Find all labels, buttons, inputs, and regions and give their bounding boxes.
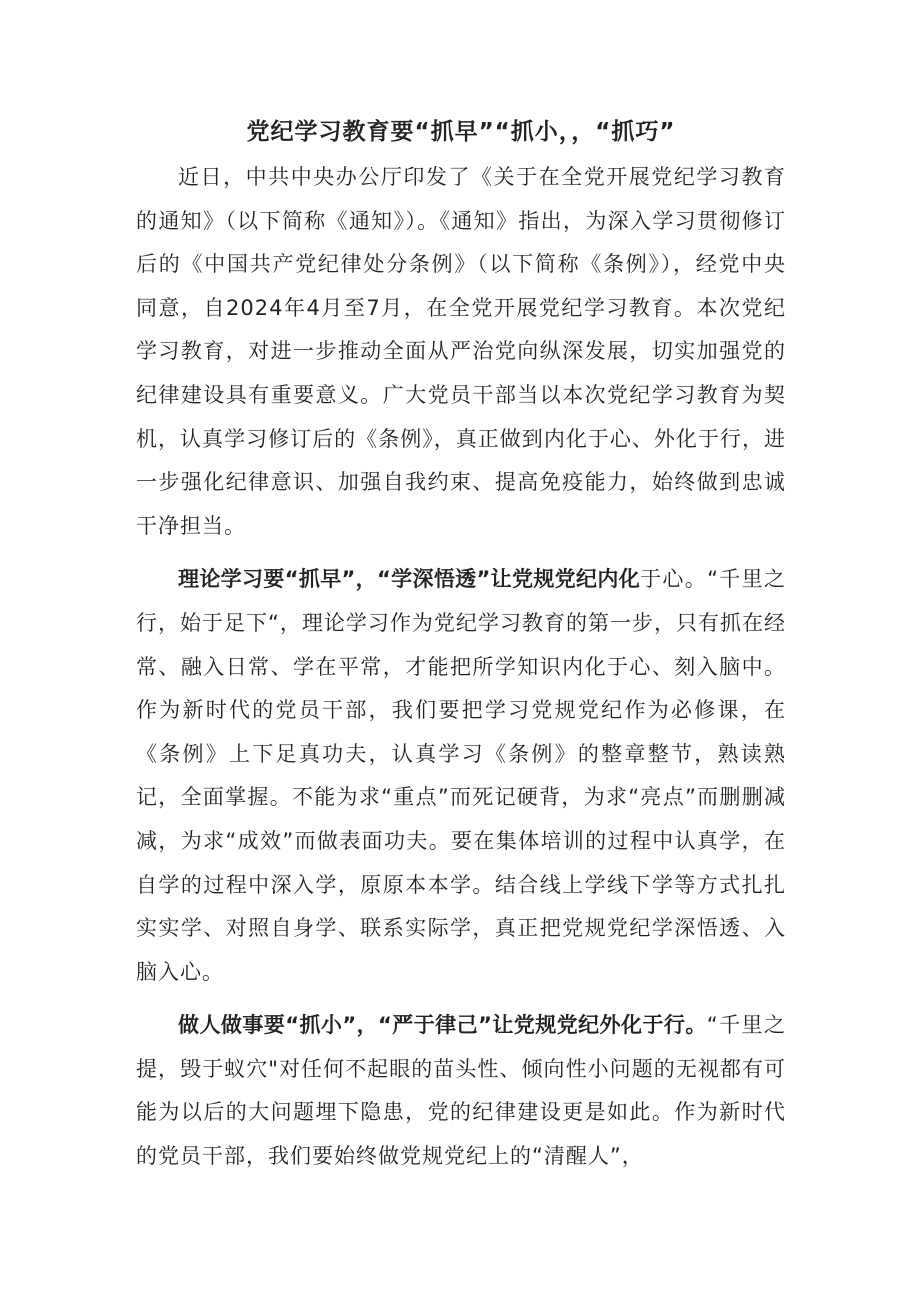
paragraph-text: 于心。“千里之行，始于足下“，理论学习作为党纪学习教育的第一步，只有抓在经常、融入日常、学在平常，才能把所学知识内化于心、刻入脑中。作为新时代的党员干部，我们要把学习党规党纪作为必修课，在《条例》上下足真功夫，认真学习《条例》的整章整节，熟读熟记，全面掌握。不能为求“重点”而死记硬背，为求“亮点”而删删减减，为求“成效”而做表面功夫。要在集体培训的过程中认真学，在自学的过程中深入学，原原本本学。结合线上学线下学等方式扎扎实实学、对照自身学、联系实际学，真正把党规党纪学深悟透、入脑入心。	[136, 567, 786, 984]
paragraph-heading: 理论学习要“抓早”，“学深悟透”让党规党纪内化	[178, 567, 641, 592]
paragraph-text: 近日，中共中央办公厅印发了《关于在全党开展党纪学习教育的通知》（以下简称《通知》）。《通知》指出，为深入学习贯彻修订后的《中国共产党纪律处分条例》（以下简称《条例》），经党中央同意，自2024年4月至7月，在全党开展党纪学习教育。本次党纪学习教育，对进一步推动全面从严治党向纵深发展，切实加强党的纪律建设具有重要意义。广大党员干部当以本次党纪学习教育为契机，认真学习修订后的《条例》，真正做到内化于心、外化于行，进一步强化纪律意识、加强自我约束、提高免疫能力，始终做到忠诚干净担当。	[136, 165, 786, 538]
document-title: 党纪学习教育要“抓早”“抓小，，“抓巧”	[246, 119, 676, 145]
paragraph-text: “千里之提，毁于蚁穴"对任何不起眼的苗头性、倾向性小问题的无视都有可能为以后的大问题埋下隐患，党的纪律建设更是如此。作为新时代的党员干部，我们要始终做党规党纪上的“清醒人”，	[136, 1013, 786, 1169]
paragraph-intro	[136, 156, 786, 548]
paragraph-theory-study	[136, 558, 786, 994]
document-body	[136, 156, 786, 1189]
paragraph-heading: 做人做事要“抓小”，“严于律己”让党规党纪外化于行。	[178, 1013, 707, 1038]
paragraph-conduct	[136, 1004, 786, 1178]
